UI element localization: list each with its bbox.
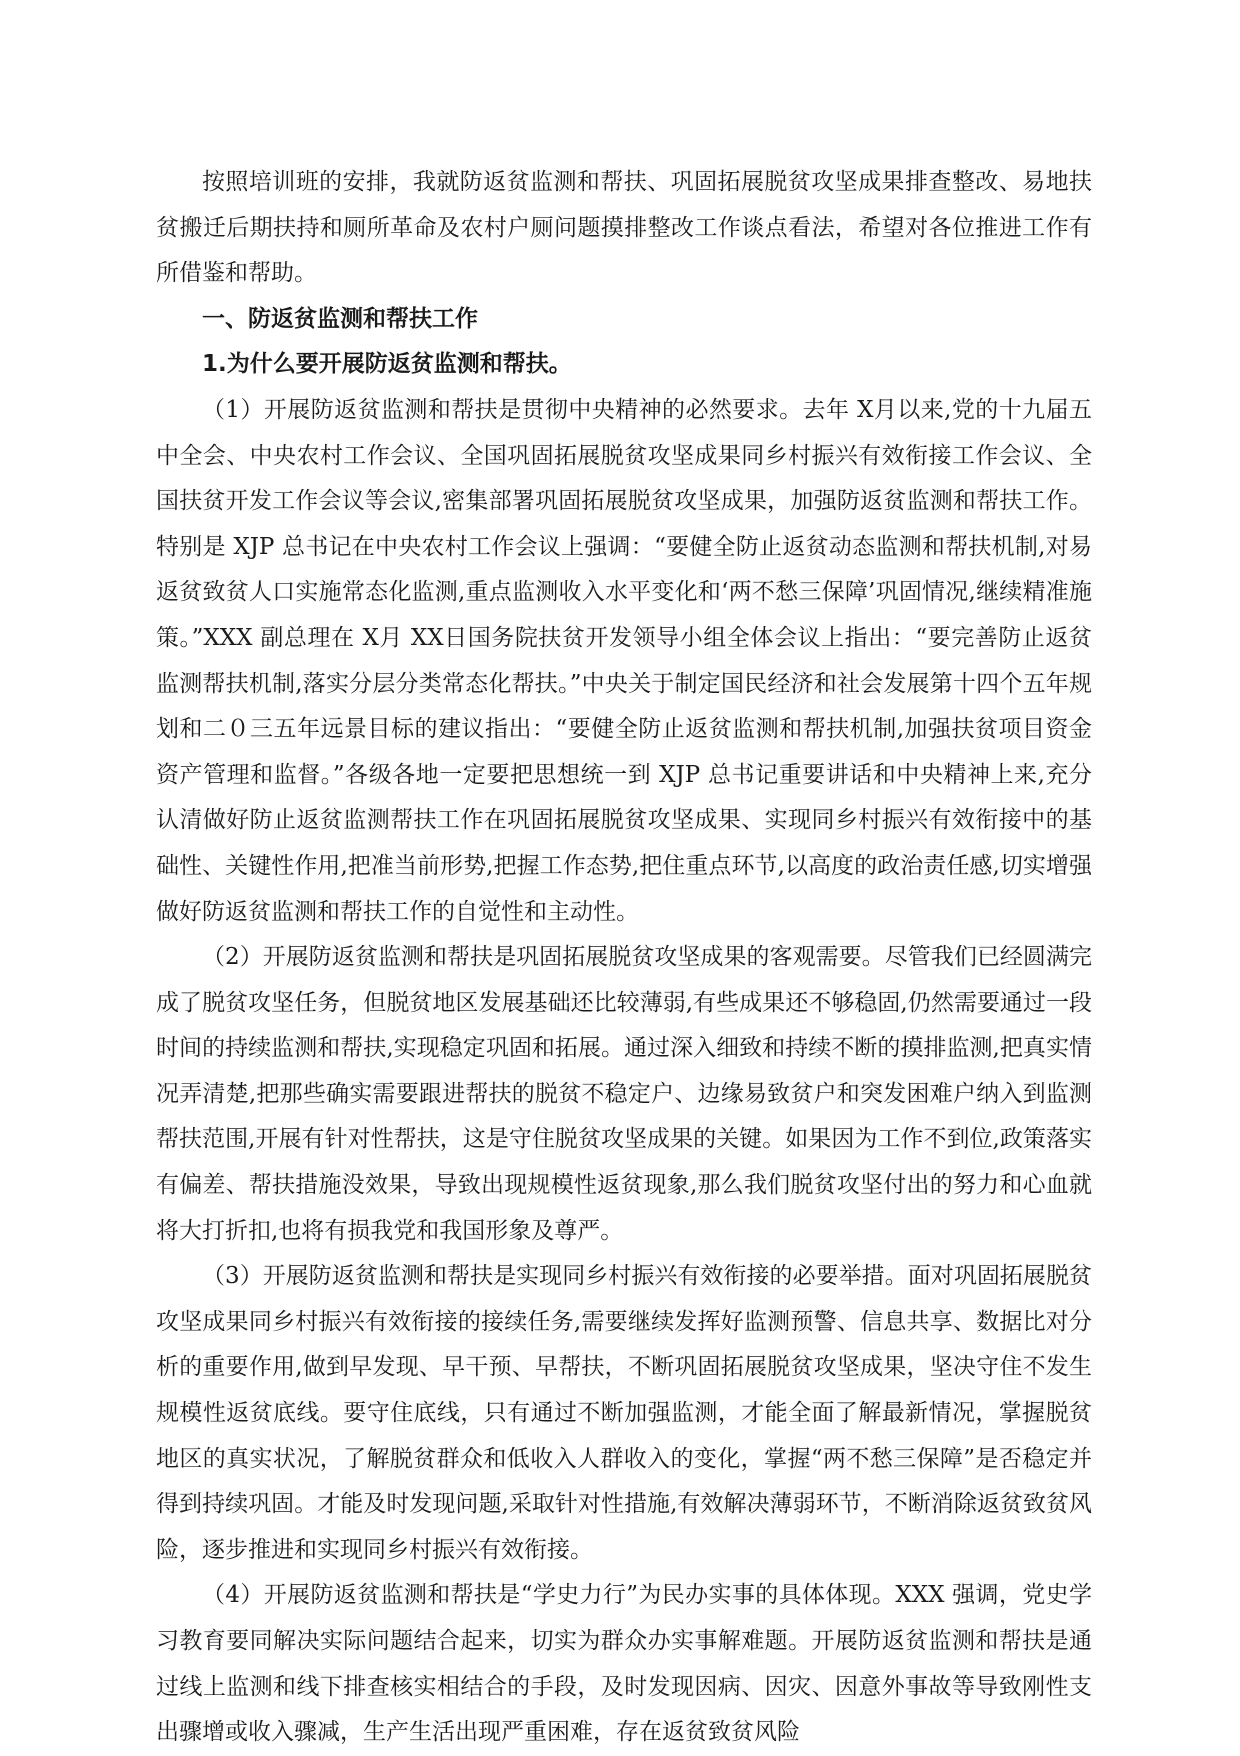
body-paragraph-3: （3）开展防返贫监测和帮扶是实现同乡村振兴有效衔接的必要举措。面对巩固拓展脱贫攻坚成果同乡村振兴有效衔接的接续任务,需要继续发挥好监测预警、信息共享、数据比对分析的重要作用,做到早发现、早干预、早帮扶，不断巩固拓展脱贫攻坚成果，坚决守住不发生规模性返贫底线。要守住底线，只有通过不断加强监测，才能全面了解最新情况，掌握脱贫地区的真实状况，了解脱贫群众和低收入人群收入的变化，掌握“两不愁三保障”是否稳定并得到持续巩固。才能及时发现问题,采取针对性措施,有效解决薄弱环节，不断消除返贫致贫风险，逐步推进和实现同乡村振兴有效衔接。 xyxy=(156,1263,1092,1563)
body-paragraph-4: （4）开展防返贫监测和帮扶是“学史力行”为民办实事的具体体现。XXX 强调，党史学习教育要同解决实际问题结合起来，切实为群众办实事解难题。开展防返贫监测和帮扶是通过线上监测和线下排查核实相结合的手段，及时发现因病、因灾、因意外事故等导致刚性支出骤增或收入骤减，生产生活出现严重困难，存在返贫致贫风险 xyxy=(156,1582,1092,1746)
section-heading: 一、防返贫监测和帮扶工作 xyxy=(202,305,478,332)
document-body xyxy=(156,160,1092,1756)
subsection-heading: 1.为什么要开展防返贫监测和帮扶。 xyxy=(202,351,572,378)
body-paragraph-1: （1）开展防返贫监测和帮扶是贯彻中央精神的必然要求。去年 X月以来,党的十九届五中全会、中央农村工作会议、全国巩固拓展脱贫攻坚成果同乡村振兴有效衔接工作会议、全国扶贫开发工作会议等会议,密集部署巩固拓展脱贫攻坚成果，加强防返贫监测和帮扶工作。特别是 XJP 总书记在中央农村工作会议上强调：“要健全防止返贫动态监测和帮扶机制,对易返贫致贫人口实施常态化监测,重点监测收入水平变化和‘两不愁三保障’巩固情况,继续精准施策。”XXX 副总理在 X月 XX日国务院扶贫开发领导小组全体会议上指出：“要完善防止返贫监测帮扶机制,落实分层分类常态化帮扶。”中央关于制定国民经济和社会发展第十四个五年规划和二０三五年远景目标的建议指出：“要健全防止返贫监测和帮扶机制,加强扶贫项目资金资产管理和监督。”各级各地一定要把思想统一到 XJP 总书记重要讲话和中央精神上来,充分认清做好防止返贫监测帮扶工作在巩固拓展脱贫攻坚成果、实现同乡村振兴有效衔接中的基础性、关键性作用,把准当前形势,把握工作态势,把住重点环节,以高度的政治责任感,切实增强做好防返贫监测和帮扶工作的自觉性和主动性。 xyxy=(156,396,1092,925)
body-paragraph-2: （2）开展防返贫监测和帮扶是巩固拓展脱贫攻坚成果的客观需要。尽管我们已经圆满完成了脱贫攻坚任务，但脱贫地区发展基础还比较薄弱,有些成果还不够稳固,仍然需要通过一段时间的持续监测和帮扶,实现稳定巩固和拓展。通过深入细致和持续不断的摸排监测,把真实情况弄清楚,把那些确实需要跟进帮扶的脱贫不稳定户、边缘易致贫户和突发困难户纳入到监测帮扶范围,开展有针对性帮扶，这是守住脱贫攻坚成果的关键。如果因为工作不到位,政策落实有偏差、帮扶措施没效果，导致出现规模性返贫现象,那么我们脱贫攻坚付出的努力和心血就将大打折扣,也将有损我党和我国形象及尊严。 xyxy=(156,944,1092,1244)
intro-paragraph: 按照培训班的安排，我就防返贫监测和帮扶、巩固拓展脱贫攻坚成果排查整改、易地扶贫搬迁后期扶持和厕所革命及农村户厕问题摸排整改工作谈点看法，希望对各位推进工作有所借鉴和帮助。 xyxy=(156,169,1092,287)
